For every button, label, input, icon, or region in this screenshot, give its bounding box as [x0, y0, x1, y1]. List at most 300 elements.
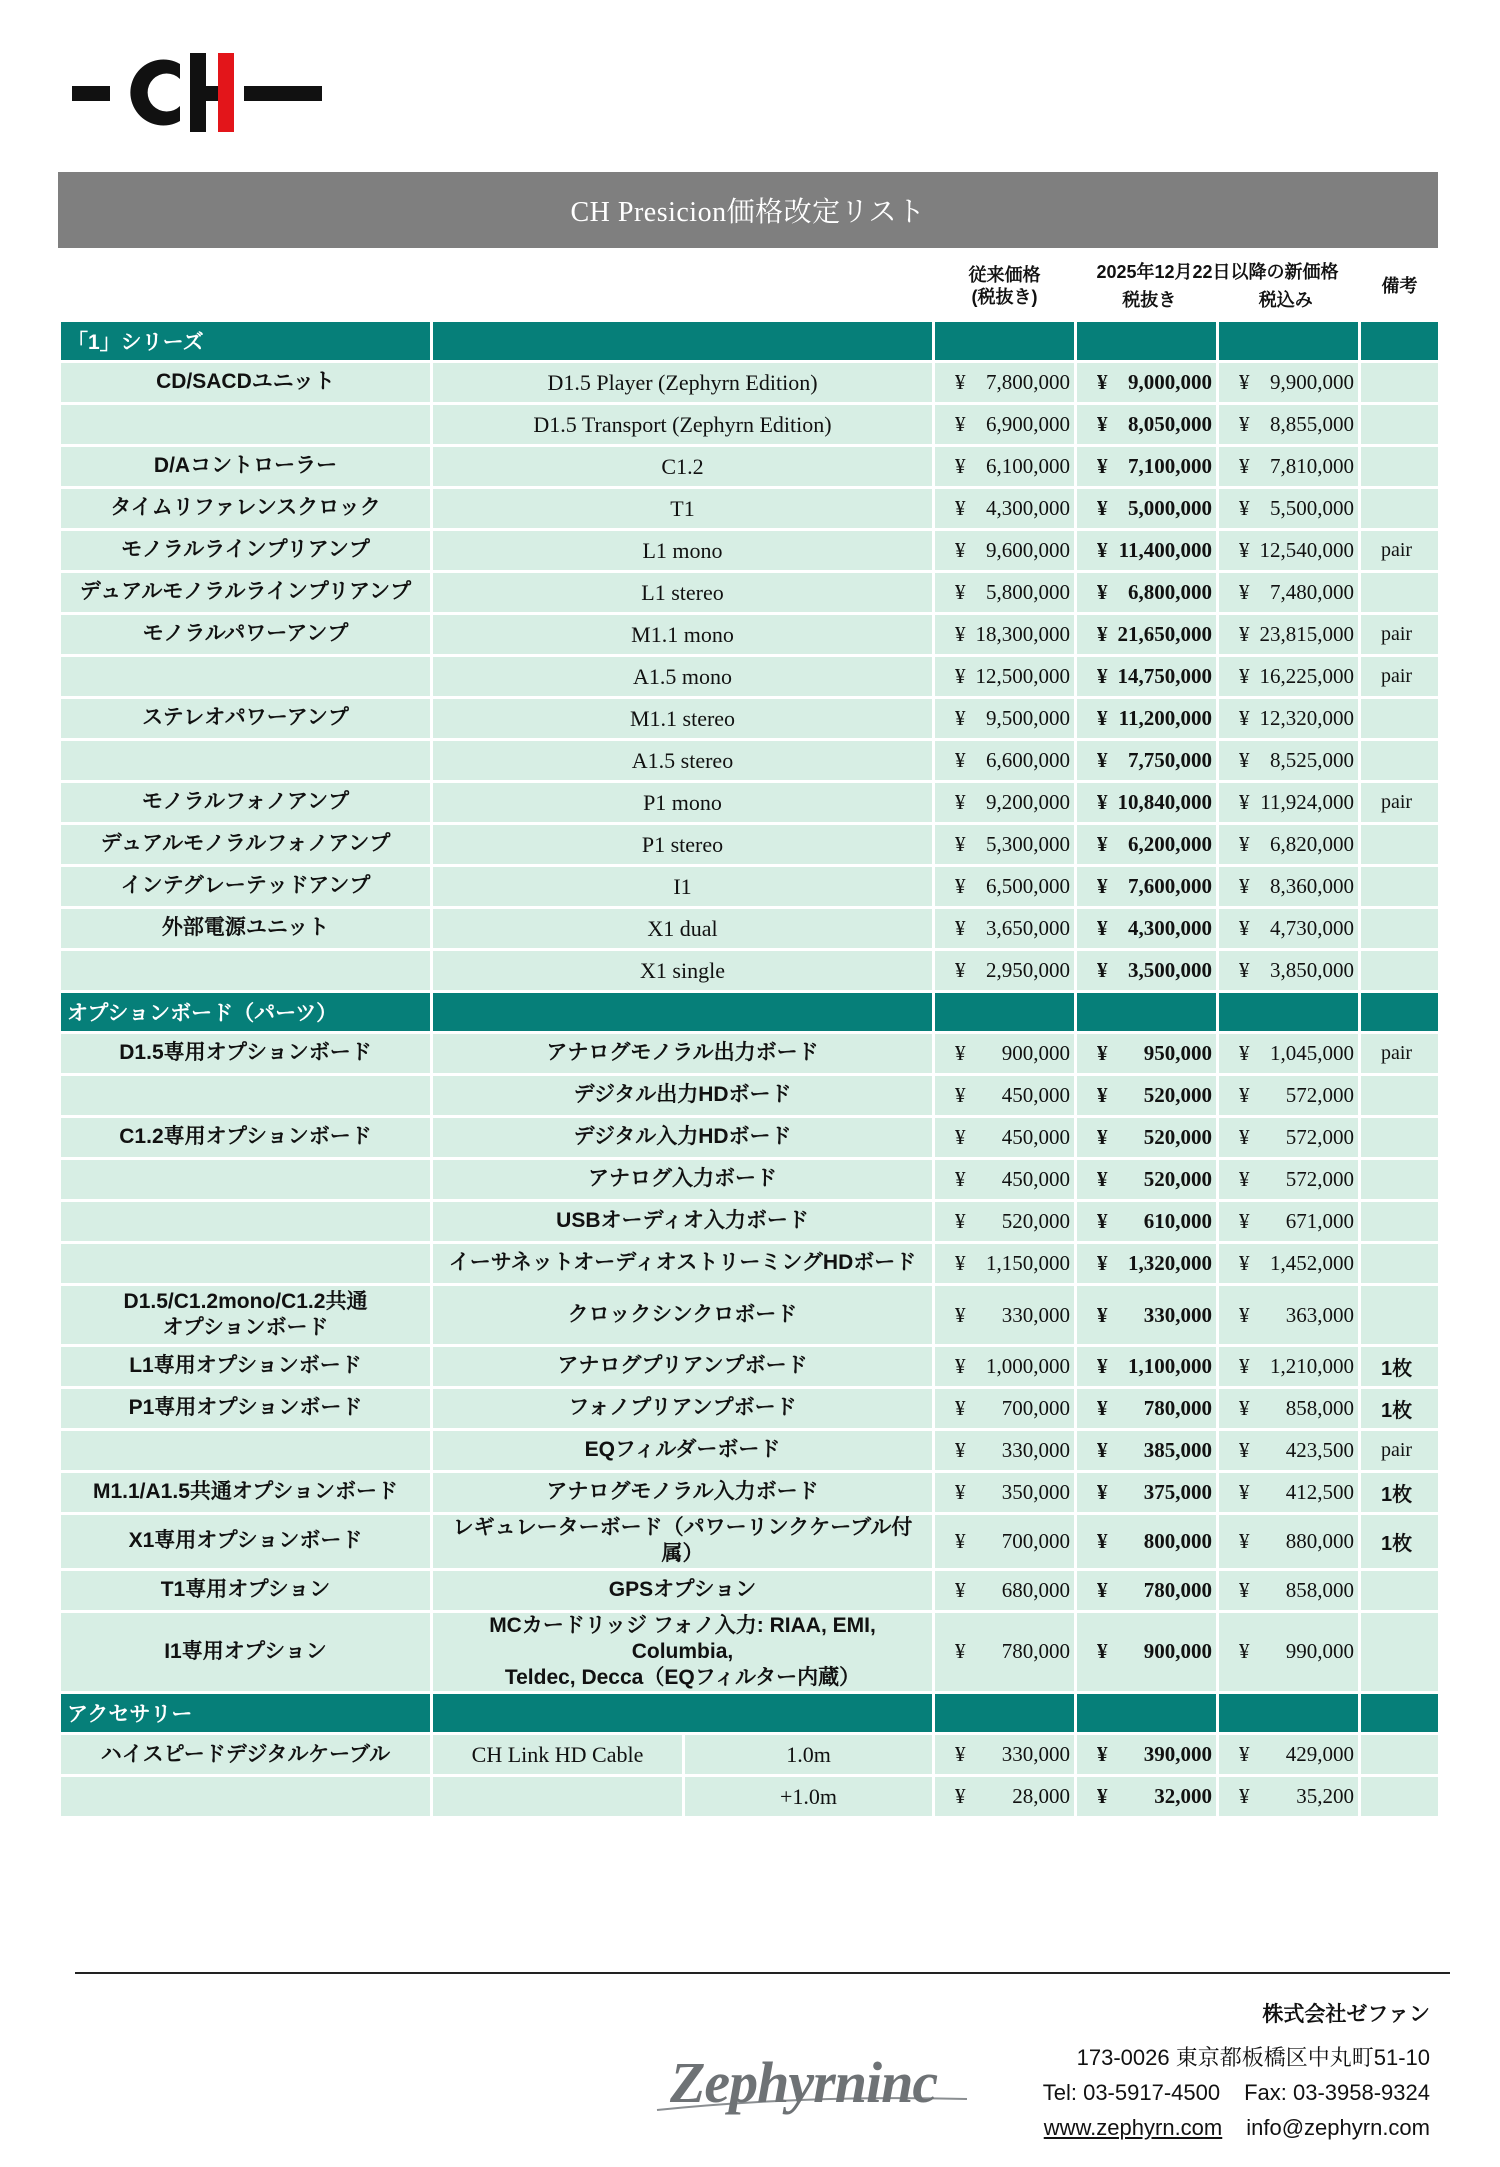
section-spacer [1218, 1693, 1360, 1734]
new-price-tax-excluded-value: 950,000 [1143, 1041, 1212, 1065]
new-price-tax-excluded [1076, 614, 1218, 656]
old-price [934, 1472, 1076, 1514]
yen-sign: ¥ [955, 748, 966, 772]
cable-length: 1.0m [684, 1734, 934, 1776]
new-price-tax-included [1218, 1346, 1360, 1388]
old-price-value: 700,000 [1001, 1396, 1070, 1420]
old-price-value: 28,000 [1012, 1784, 1070, 1809]
yen-sign: ¥ [1097, 1742, 1108, 1767]
old-price [934, 572, 1076, 614]
new-price-tax-excluded-value: 7,100,000 [1128, 454, 1212, 478]
product-category: モノラルパワーアンプ [60, 614, 432, 656]
section-spacer [432, 1693, 934, 1734]
yen-sign: ¥ [955, 1083, 966, 1107]
new-price-tax-included [1218, 1569, 1360, 1611]
old-price-value: 9,500,000 [986, 706, 1070, 730]
new-price-header: 2025年12月22日以降の新価格 税抜き 税込み [1076, 252, 1360, 321]
product-model: M1.1 mono [432, 614, 934, 656]
new-price-tax-included [1218, 1472, 1360, 1514]
product-model: P1 mono [432, 782, 934, 824]
yen-sign: ¥ [1239, 664, 1250, 688]
section-spacer [1360, 321, 1440, 362]
old-price [934, 1388, 1076, 1430]
note [1360, 446, 1440, 488]
note: 1枚 [1360, 1514, 1440, 1570]
new-price-tax-excluded-value: 21,650,000 [1117, 622, 1212, 646]
note [1360, 698, 1440, 740]
section-spacer [1360, 1693, 1440, 1734]
new-price-tax-included [1218, 1201, 1360, 1243]
yen-sign: ¥ [955, 1302, 966, 1327]
yen-sign: ¥ [1239, 1167, 1250, 1191]
product-model: アナログモノラル入力ボード [432, 1472, 934, 1514]
yen-sign: ¥ [1239, 1396, 1250, 1420]
new-price-tax-included [1218, 1430, 1360, 1472]
yen-sign: ¥ [1097, 1125, 1108, 1149]
new-price-tax-excluded [1076, 1243, 1218, 1285]
yen-sign: ¥ [1239, 748, 1250, 772]
page-title: CH Presicion価格改定リスト [58, 172, 1438, 250]
new-price-tax-included-value: 1,045,000 [1270, 1041, 1354, 1065]
old-price-value: 4,300,000 [986, 496, 1070, 520]
zephyrn-logo-text: Zephyrninc [670, 2050, 938, 2115]
yen-sign: ¥ [1239, 790, 1250, 814]
new-price-tax-excluded [1076, 824, 1218, 866]
product-category: L1専用オプションボード [60, 1346, 432, 1388]
yen-sign: ¥ [1239, 1742, 1250, 1767]
new-price-tax-included [1218, 1776, 1360, 1818]
new-price-tax-excluded-value: 780,000 [1143, 1577, 1212, 1602]
yen-sign: ¥ [1239, 1577, 1250, 1602]
old-price-header: 従来価格 (税抜き) [934, 252, 1076, 321]
table-row [60, 1243, 1440, 1285]
yen-sign: ¥ [1097, 916, 1108, 940]
yen-sign: ¥ [1239, 1209, 1250, 1233]
new-price-tax-excluded-value: 5,000,000 [1128, 496, 1212, 520]
product-category: デュアルモノラルラインプリアンプ [60, 572, 432, 614]
table-row [60, 1075, 1440, 1117]
new-price-tax-excluded-value: 1,100,000 [1128, 1354, 1212, 1378]
old-price-value: 6,600,000 [986, 748, 1070, 772]
new-price-tax-excluded-value: 11,200,000 [1118, 706, 1212, 730]
table-row [60, 446, 1440, 488]
product-category: D/Aコントローラー [60, 446, 432, 488]
product-category [60, 740, 432, 782]
product-category: I1専用オプション [60, 1611, 432, 1693]
yen-sign: ¥ [1097, 1784, 1108, 1809]
new-price-tax-included [1218, 824, 1360, 866]
yen-sign: ¥ [1239, 454, 1250, 478]
old-price-value: 9,600,000 [986, 538, 1070, 562]
table-row [60, 614, 1440, 656]
product-category [60, 404, 432, 446]
yen-sign: ¥ [955, 580, 966, 604]
old-price [934, 866, 1076, 908]
note [1360, 1734, 1440, 1776]
note [1360, 824, 1440, 866]
table-row [60, 1734, 1440, 1776]
new-price-tax-included [1218, 488, 1360, 530]
email: info@zephyrn.com [1246, 2115, 1430, 2140]
product-category: D1.5専用オプションボード [60, 1033, 432, 1075]
old-price-value: 9,200,000 [986, 790, 1070, 814]
fax: Fax: 03-3958-9324 [1244, 2080, 1430, 2105]
product-category [60, 1075, 432, 1117]
table-row [60, 824, 1440, 866]
new-price-tax-included [1218, 446, 1360, 488]
note [1360, 866, 1440, 908]
product-category: P1専用オプションボード [60, 1388, 432, 1430]
old-price-value: 450,000 [1001, 1167, 1070, 1191]
yen-sign: ¥ [1097, 1528, 1108, 1553]
product-model: CH Link HD Cable [432, 1734, 684, 1776]
product-model: デジタル入力HDボード [432, 1117, 934, 1159]
table-row [60, 1117, 1440, 1159]
yen-sign: ¥ [1239, 832, 1250, 856]
new-price-tax-included [1218, 1734, 1360, 1776]
yen-sign: ¥ [1097, 1083, 1108, 1107]
new-price-tax-excluded-value: 6,200,000 [1128, 832, 1212, 856]
old-price-value: 680,000 [1001, 1577, 1070, 1602]
old-price [934, 446, 1076, 488]
product-model: デジタル出力HDボード [432, 1075, 934, 1117]
new-price-tax-included-value: 4,730,000 [1270, 916, 1354, 940]
product-category: インテグレーテッドアンプ [60, 866, 432, 908]
new-price-tax-excluded-value: 8,050,000 [1128, 412, 1212, 436]
note [1360, 1159, 1440, 1201]
yen-sign: ¥ [955, 832, 966, 856]
new-price-tax-included [1218, 1285, 1360, 1346]
old-price-value: 450,000 [1001, 1125, 1070, 1149]
new-price-tax-excluded-value: 9,000,000 [1128, 370, 1212, 394]
new-price-tax-excluded [1076, 1472, 1218, 1514]
yen-sign: ¥ [955, 1396, 966, 1420]
old-price-value: 5,300,000 [986, 832, 1070, 856]
product-model [432, 1776, 684, 1818]
section-spacer [1076, 992, 1218, 1033]
new-price-tax-excluded-value: 520,000 [1143, 1125, 1212, 1149]
new-price-tax-excluded [1076, 404, 1218, 446]
product-category: X1専用オプションボード [60, 1514, 432, 1570]
new-price-tax-included-value: 1,210,000 [1270, 1354, 1354, 1378]
yen-sign: ¥ [1097, 1639, 1108, 1664]
table-row [60, 1388, 1440, 1430]
table-row [60, 782, 1440, 824]
new-price-tax-included-value: 7,810,000 [1270, 454, 1354, 478]
new-price-tax-excluded [1076, 1075, 1218, 1117]
yen-sign: ¥ [1239, 1480, 1250, 1504]
product-model: I1 [432, 866, 934, 908]
old-price-value: 2,950,000 [986, 958, 1070, 982]
new-price-tax-excluded-value: 4,300,000 [1128, 916, 1212, 940]
product-model: MCカードリッジ フォノ入力: RIAA, EMI, Columbia, Teldec, Decca（EQフィルター内蔵） [432, 1611, 934, 1693]
yen-sign: ¥ [1239, 538, 1250, 562]
new-price-tax-included [1218, 404, 1360, 446]
old-price-value: 330,000 [1001, 1742, 1070, 1767]
new-price-tax-excluded-value: 14,750,000 [1117, 664, 1212, 688]
old-price-value: 330,000 [1001, 1302, 1070, 1327]
product-model: D1.5 Transport (Zephyrn Edition) [432, 404, 934, 446]
new-price-tax-excluded [1076, 950, 1218, 992]
price-list [58, 172, 1438, 1819]
old-price [934, 1243, 1076, 1285]
section-spacer [1076, 1693, 1218, 1734]
yen-sign: ¥ [1239, 1784, 1250, 1809]
old-price [934, 698, 1076, 740]
note-header: 備考 [1360, 252, 1440, 321]
product-model: M1.1 stereo [432, 698, 934, 740]
new-price-tax-included-value: 8,855,000 [1270, 412, 1354, 436]
yen-sign: ¥ [1097, 454, 1108, 478]
yen-sign: ¥ [955, 958, 966, 982]
table-row [60, 404, 1440, 446]
product-model: フォノプリアンプボード [432, 1388, 934, 1430]
product-model: USBオーディオ入力ボード [432, 1201, 934, 1243]
new-price-tax-included [1218, 1075, 1360, 1117]
note: pair [1360, 614, 1440, 656]
yen-sign: ¥ [1097, 706, 1108, 730]
old-price [934, 1776, 1076, 1818]
new-price-tax-included-value: 12,540,000 [1259, 538, 1354, 562]
new-price-tax-included-value: 11,924,000 [1260, 790, 1354, 814]
new-price-tax-included-value: 3,850,000 [1270, 958, 1354, 982]
yen-sign: ¥ [1097, 874, 1108, 898]
new-price-tax-excluded [1076, 1430, 1218, 1472]
yen-sign: ¥ [1239, 1083, 1250, 1107]
new-price-tax-excluded-value: 10,840,000 [1117, 790, 1212, 814]
new-price-tax-excluded [1076, 866, 1218, 908]
product-model: T1 [432, 488, 934, 530]
old-price-value: 350,000 [1001, 1480, 1070, 1504]
yen-sign: ¥ [1097, 1354, 1108, 1378]
new-price-tax-included [1218, 1159, 1360, 1201]
new-price-tax-excluded-value: 7,600,000 [1128, 874, 1212, 898]
yen-sign: ¥ [1239, 1302, 1250, 1327]
old-price-value: 7,800,000 [986, 370, 1070, 394]
section-header [60, 321, 1440, 362]
table-row [60, 656, 1440, 698]
new-price-tax-included-value: 423,500 [1285, 1438, 1354, 1462]
product-model: A1.5 mono [432, 656, 934, 698]
yen-sign: ¥ [955, 496, 966, 520]
note [1360, 362, 1440, 404]
note [1360, 488, 1440, 530]
new-price-tax-included-value: 5,500,000 [1270, 496, 1354, 520]
yen-sign: ¥ [1097, 664, 1108, 688]
new-price-tax-included-value: 1,452,000 [1270, 1251, 1354, 1275]
table-row [60, 950, 1440, 992]
table-row [60, 866, 1440, 908]
yen-sign: ¥ [955, 1041, 966, 1065]
tax-excluded-header: 税抜き [1122, 290, 1177, 310]
table-row [60, 1569, 1440, 1611]
table-row [60, 488, 1440, 530]
product-category: 外部電源ユニット [60, 908, 432, 950]
new-price-tax-included [1218, 740, 1360, 782]
yen-sign: ¥ [1097, 1480, 1108, 1504]
product-category [60, 1201, 432, 1243]
yen-sign: ¥ [1097, 1438, 1108, 1462]
yen-sign: ¥ [955, 1209, 966, 1233]
product-category: ステレオパワーアンプ [60, 698, 432, 740]
new-price-tax-excluded-value: 800,000 [1143, 1528, 1212, 1553]
new-price-tax-excluded-value: 520,000 [1143, 1083, 1212, 1107]
website-link[interactable]: www.zephyrn.com [1043, 2115, 1223, 2140]
note: 1枚 [1360, 1388, 1440, 1430]
new-price-tax-included-value: 8,360,000 [1270, 874, 1354, 898]
product-category: CD/SACDユニット [60, 362, 432, 404]
new-price-tax-excluded-value: 7,750,000 [1128, 748, 1212, 772]
new-price-tax-excluded-value: 1,320,000 [1128, 1251, 1212, 1275]
yen-sign: ¥ [955, 1577, 966, 1602]
old-price [934, 1734, 1076, 1776]
section-title: オプションボード（パーツ） [60, 992, 432, 1033]
new-price-tax-included-value: 858,000 [1285, 1396, 1354, 1420]
note: pair [1360, 782, 1440, 824]
section-header [60, 992, 1440, 1033]
yen-sign: ¥ [1097, 1251, 1108, 1275]
yen-sign: ¥ [955, 1251, 966, 1275]
old-price [934, 656, 1076, 698]
product-category [60, 950, 432, 992]
yen-sign: ¥ [955, 664, 966, 688]
section-spacer [934, 1693, 1076, 1734]
new-price-tax-included-value: 8,525,000 [1270, 748, 1354, 772]
product-model: EQフィルダーボード [432, 1430, 934, 1472]
yen-sign: ¥ [1239, 1528, 1250, 1553]
yen-sign: ¥ [955, 412, 966, 436]
old-price [934, 1569, 1076, 1611]
old-price [934, 950, 1076, 992]
product-category [60, 1776, 432, 1818]
yen-sign: ¥ [955, 916, 966, 940]
table-row [60, 908, 1440, 950]
note [1360, 1117, 1440, 1159]
yen-sign: ¥ [1239, 580, 1250, 604]
product-category: ハイスピードデジタルケーブル [60, 1734, 432, 1776]
note: pair [1360, 1430, 1440, 1472]
table-row [60, 1159, 1440, 1201]
yen-sign: ¥ [1239, 874, 1250, 898]
product-category: デュアルモノラルフォノアンプ [60, 824, 432, 866]
yen-sign: ¥ [1239, 1639, 1250, 1664]
new-price-tax-excluded-value: 520,000 [1143, 1167, 1212, 1191]
yen-sign: ¥ [1097, 790, 1108, 814]
footer-divider [75, 1972, 1450, 1974]
product-category: C1.2専用オプションボード [60, 1117, 432, 1159]
new-price-tax-excluded [1076, 1346, 1218, 1388]
new-price-tax-included-value: 572,000 [1285, 1167, 1354, 1191]
old-price [934, 1201, 1076, 1243]
new-price-tax-excluded-value: 390,000 [1143, 1742, 1212, 1767]
product-category [60, 1430, 432, 1472]
old-price [934, 1117, 1076, 1159]
new-price-tax-included [1218, 572, 1360, 614]
note [1360, 1243, 1440, 1285]
table-row [60, 362, 1440, 404]
new-price-tax-included [1218, 1033, 1360, 1075]
yen-sign: ¥ [955, 1125, 966, 1149]
old-price [934, 530, 1076, 572]
new-price-tax-excluded [1076, 1033, 1218, 1075]
new-price-tax-excluded-value: 610,000 [1143, 1209, 1212, 1233]
price-table [58, 250, 1441, 1819]
yen-sign: ¥ [1239, 706, 1250, 730]
yen-sign: ¥ [1239, 1438, 1250, 1462]
product-category: モノラルフォノアンプ [60, 782, 432, 824]
product-model: C1.2 [432, 446, 934, 488]
old-price [934, 740, 1076, 782]
new-price-tax-included-value: 572,000 [1285, 1083, 1354, 1107]
table-row [60, 1201, 1440, 1243]
yen-sign: ¥ [1097, 1041, 1108, 1065]
new-price-tax-included-value: 9,900,000 [1270, 370, 1354, 394]
old-price [934, 488, 1076, 530]
old-price [934, 908, 1076, 950]
note [1360, 1611, 1440, 1693]
new-price-tax-included [1218, 656, 1360, 698]
yen-sign: ¥ [955, 1528, 966, 1553]
product-model: P1 stereo [432, 824, 934, 866]
new-price-tax-included [1218, 1514, 1360, 1570]
section-title: 「1」シリーズ [60, 321, 432, 362]
note [1360, 1569, 1440, 1611]
note [1360, 950, 1440, 992]
yen-sign: ¥ [1097, 1302, 1108, 1327]
old-price-value: 6,900,000 [986, 412, 1070, 436]
new-price-tax-excluded [1076, 908, 1218, 950]
table-row [60, 1776, 1440, 1818]
product-model: D1.5 Player (Zephyrn Edition) [432, 362, 934, 404]
yen-sign: ¥ [1239, 1354, 1250, 1378]
old-price-value: 450,000 [1001, 1083, 1070, 1107]
table-row [60, 698, 1440, 740]
yen-sign: ¥ [1239, 1125, 1250, 1149]
new-price-tax-excluded [1076, 1514, 1218, 1570]
product-category: タイムリファレンスクロック [60, 488, 432, 530]
yen-sign: ¥ [1097, 496, 1108, 520]
yen-sign: ¥ [1097, 1209, 1108, 1233]
new-price-tax-excluded [1076, 530, 1218, 572]
new-price-tax-excluded [1076, 1388, 1218, 1430]
yen-sign: ¥ [955, 1480, 966, 1504]
new-price-tax-excluded-value: 900,000 [1143, 1639, 1212, 1664]
new-price-tax-included [1218, 1388, 1360, 1430]
section-spacer [432, 992, 934, 1033]
new-price-tax-included [1218, 1611, 1360, 1693]
product-category: モノラルラインプリアンプ [60, 530, 432, 572]
table-row [60, 1430, 1440, 1472]
yen-sign: ¥ [1097, 1577, 1108, 1602]
product-model: X1 dual [432, 908, 934, 950]
yen-sign: ¥ [1239, 1251, 1250, 1275]
old-price [934, 1285, 1076, 1346]
yen-sign: ¥ [1097, 622, 1108, 646]
yen-sign: ¥ [955, 370, 966, 394]
old-price-value: 900,000 [1001, 1041, 1070, 1065]
note [1360, 1776, 1440, 1818]
note [1360, 1075, 1440, 1117]
note: pair [1360, 656, 1440, 698]
yen-sign: ¥ [955, 790, 966, 814]
old-price [934, 1159, 1076, 1201]
note [1360, 1285, 1440, 1346]
new-price-tax-excluded [1076, 740, 1218, 782]
new-price-tax-excluded [1076, 1201, 1218, 1243]
note: 1枚 [1360, 1472, 1440, 1514]
old-price-value: 330,000 [1001, 1438, 1070, 1462]
new-price-tax-excluded [1076, 572, 1218, 614]
